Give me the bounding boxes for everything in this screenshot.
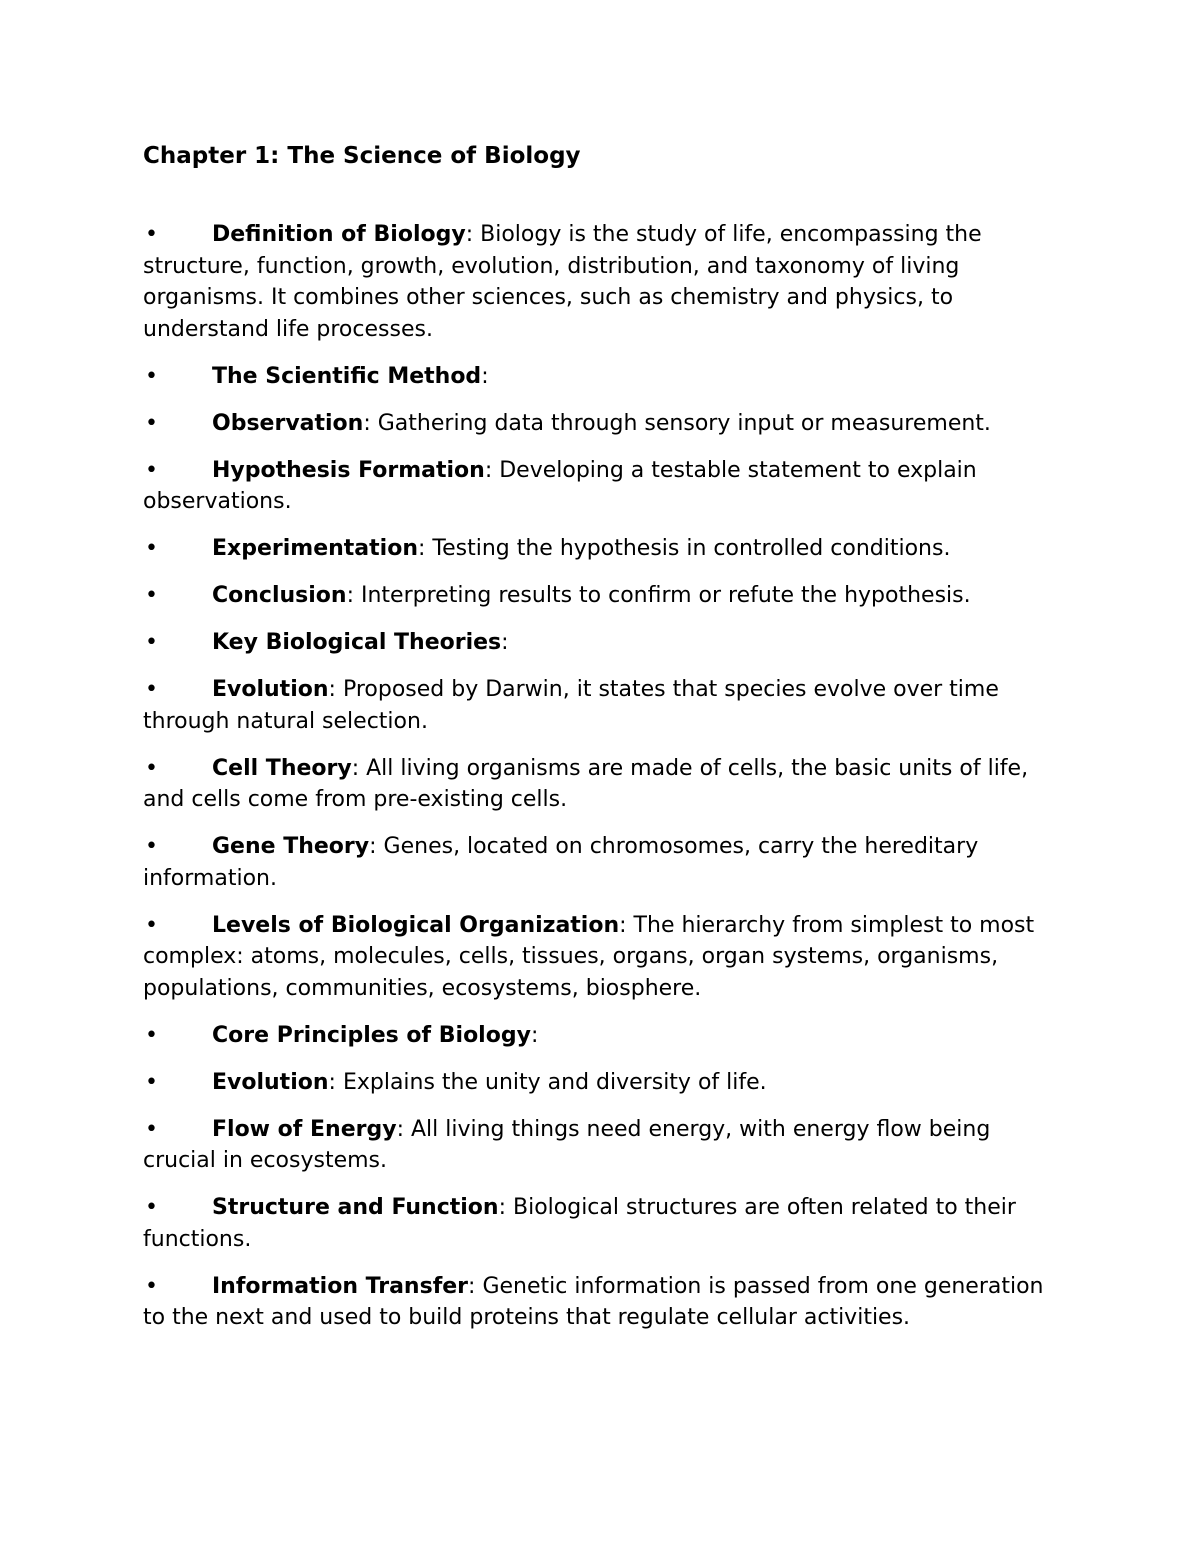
item-text: Gathering data through sensory input or measurement. <box>370 410 991 436</box>
item-text: Genes, located on chromosomes, carry the hereditary information. <box>143 834 979 891</box>
item-separator: : <box>328 677 336 702</box>
bullet-icon: • <box>145 630 158 655</box>
item-term: Definition of Biology <box>212 222 466 247</box>
item-term: Hypothesis Formation <box>212 457 485 483</box>
list-item <box>143 627 1063 659</box>
item-text: Developing a testable statement to explain observations. <box>143 457 977 514</box>
list-item <box>143 1192 1063 1255</box>
item-text: Testing the hypothesis in controlled conditions. <box>425 536 951 561</box>
item-term: Observation <box>212 410 364 436</box>
bullet-icon: • <box>145 583 158 608</box>
bullet-icon: • <box>145 222 158 247</box>
item-text: Biology is the study of life, encompassing the structure, function, growth, evolution, distribution, and taxonomy of living organisms. It combines other sciences, such as chemistry and physics, to understand life processes. <box>143 222 982 342</box>
item-separator: : <box>530 1022 539 1048</box>
item-term: Evolution <box>212 1069 329 1095</box>
item-text: Biological structures are often related to their functions. <box>143 1195 1016 1252</box>
list-item <box>143 831 1063 894</box>
bullet-icon: • <box>145 912 158 938</box>
item-term: The Scientific Method <box>212 363 482 389</box>
item-separator: : <box>481 363 489 389</box>
item-separator: : <box>351 755 360 781</box>
list-item <box>143 1271 1063 1334</box>
bullet-icon: • <box>145 1195 158 1220</box>
bullet-icon: • <box>145 410 158 436</box>
item-text: The hierarchy from simplest to most complex: atoms, molecules, cells, tissues, organs, organ systems, organisms, populations, communities, ecosystems, biosphere. <box>143 912 1035 1001</box>
list-item <box>143 219 1063 345</box>
item-separator: : <box>363 410 371 436</box>
item-separator: : <box>468 1273 476 1299</box>
item-term: Gene Theory <box>212 834 370 859</box>
bullet-list <box>143 219 1063 1334</box>
list-item <box>143 910 1063 1005</box>
item-separator: : <box>346 583 354 608</box>
item-term: Conclusion <box>212 583 347 608</box>
list-item <box>143 533 1063 565</box>
list-item <box>143 1114 1063 1177</box>
item-separator: : <box>619 912 627 938</box>
list-item <box>143 753 1063 816</box>
item-term: Key Biological Theories <box>212 630 502 655</box>
item-term: Core Principles of Biology <box>212 1022 531 1048</box>
list-item <box>143 580 1063 612</box>
bullet-icon: • <box>145 834 158 859</box>
chapter-title: Chapter 1: The Science of Biology <box>143 143 581 169</box>
item-separator: : <box>417 536 426 561</box>
item-text: All living things need energy, with energy flow being crucial in ecosystems. <box>143 1116 991 1173</box>
bullet-icon: • <box>145 1273 158 1299</box>
item-term: Experimentation <box>212 536 418 561</box>
bullet-icon: • <box>145 1022 158 1048</box>
item-term: Information Transfer <box>212 1273 469 1299</box>
list-item <box>143 1020 1063 1052</box>
item-separator: : <box>501 630 509 655</box>
item-separator: : <box>465 222 474 247</box>
item-separator: : <box>396 1116 404 1142</box>
item-separator: : <box>369 834 377 859</box>
item-text: Explains the unity and diversity of life. <box>335 1069 767 1095</box>
item-term: Cell Theory <box>212 755 352 781</box>
list-item <box>143 1067 1063 1099</box>
list-item <box>143 674 1063 737</box>
bullet-icon: • <box>145 1069 158 1095</box>
item-term: Levels of Biological Organization <box>212 912 620 938</box>
list-item <box>143 361 1063 393</box>
item-separator: : <box>484 457 493 483</box>
list-item <box>143 455 1063 518</box>
item-term: Evolution <box>212 677 329 702</box>
list-item <box>143 408 1063 440</box>
item-term: Structure and Function <box>212 1195 499 1220</box>
item-text: Proposed by Darwin, it states that species evolve over time through natural selection. <box>143 677 999 734</box>
bullet-icon: • <box>145 363 158 389</box>
item-text: All living organisms are made of cells, the basic units of life, and cells come from pre-existing cells. <box>143 755 1029 812</box>
bullet-icon: • <box>145 536 158 561</box>
bullet-icon: • <box>145 755 158 781</box>
bullet-icon: • <box>145 677 158 702</box>
item-text: Interpreting results to confirm or refute the hypothesis. <box>354 583 971 608</box>
bullet-icon: • <box>145 1116 158 1142</box>
bullet-icon: • <box>145 457 158 483</box>
item-text: Genetic information is passed from one generation to the next and used to build proteins that regulate cellular activities. <box>143 1273 1044 1330</box>
item-separator: : <box>498 1195 506 1220</box>
item-separator: : <box>328 1069 336 1095</box>
document-page <box>143 140 1063 1349</box>
item-term: Flow of Energy <box>212 1116 397 1142</box>
